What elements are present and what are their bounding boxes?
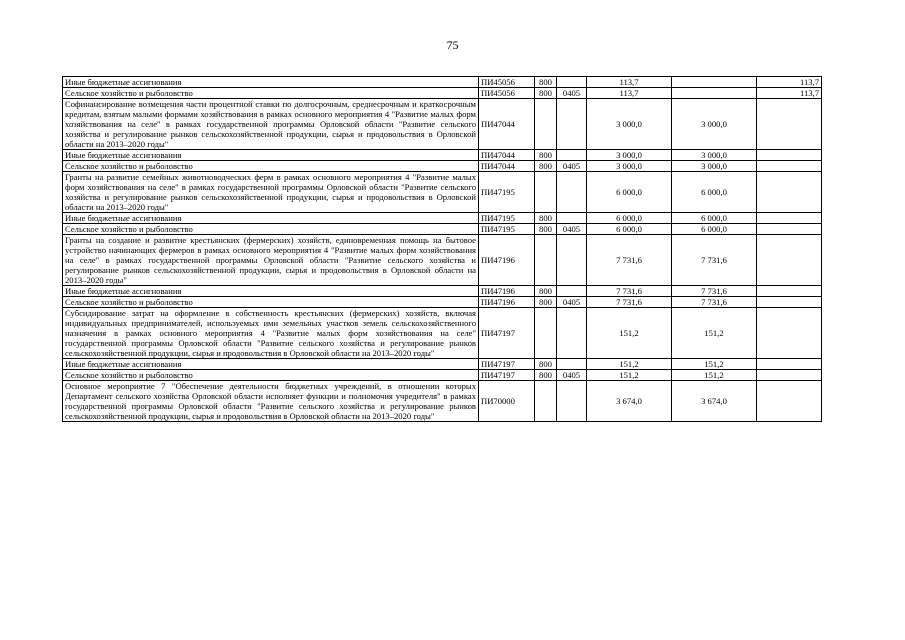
row-name-cell: Софинансирование возмещения части процентной ставки по долгосрочным, среднесрочным и краткосрочным кредитам, взятым малыми формами хозяйствования в рамках основного мероприятия 4 "Развитие малых форм хозяйствования на селе" в рамках государственной программы Орловской области "Развитие сельского хозяйства и регулирование рынков сельскохозяйственной продукции, сырья и продовольствия в Орловской области на 2013–2020 годы" (63, 99, 479, 150)
table-row (63, 370, 822, 381)
amount-3-cell (757, 150, 822, 161)
amount-2-cell: 7 731,6 (672, 297, 757, 308)
amount-1-cell: 6 000,0 (587, 172, 672, 213)
table-row (63, 308, 822, 359)
section-cell (557, 77, 587, 88)
amount-3-cell (757, 99, 822, 150)
section-cell: 0405 (557, 224, 587, 235)
target-code-cell: ПИ47197 (479, 308, 535, 359)
target-code-cell: ПИ47197 (479, 359, 535, 370)
amount-2-cell: 6 000,0 (672, 224, 757, 235)
row-name-cell: Субсидирование затрат на оформление в собственность крестьянских (фермерских) хозяйств, включая индивидуальных предпринимателей, используемых ими земельных участков земель сельскохозяйственного назначения в рамках основного мероприятия 4 "Развитие малых форм хозяйствования на селе" государственной программы Орловской области "Развитие сельского хозяйства и регулирование рынков сельскохозяйственной продукции, сырья и продовольствия в Орловской области на 2013–2020 годы" (63, 308, 479, 359)
target-code-cell: ПИ47044 (479, 161, 535, 172)
amount-1-cell: 113,7 (587, 88, 672, 99)
expense-type-cell (535, 235, 557, 286)
section-cell (557, 308, 587, 359)
amount-3-cell (757, 359, 822, 370)
table-row (63, 297, 822, 308)
table-row (63, 235, 822, 286)
amount-3-cell: 113,7 (757, 88, 822, 99)
amount-2-cell: 7 731,6 (672, 286, 757, 297)
section-cell: 0405 (557, 370, 587, 381)
table-row (63, 99, 822, 150)
expense-type-cell: 800 (535, 77, 557, 88)
amount-1-cell: 3 000,0 (587, 150, 672, 161)
amount-1-cell: 151,2 (587, 359, 672, 370)
amount-1-cell: 151,2 (587, 370, 672, 381)
amount-2-cell: 151,2 (672, 359, 757, 370)
amount-2-cell: 6 000,0 (672, 172, 757, 213)
amount-3-cell (757, 224, 822, 235)
target-code-cell: ПИ47196 (479, 235, 535, 286)
budget-table (62, 76, 822, 422)
row-name-cell: Гранты на развитие семейных животноводческих ферм в рамках основного мероприятия 4 "Развитие малых форм хозяйствования на селе" в рамках государственной программы Орловской области "Развитие сельского хозяйства и регулирование рынков сельскохозяйственной продукции, сырья и продовольствия в Орловской области на 2013–2020 годы" (63, 172, 479, 213)
target-code-cell: ПИ47044 (479, 99, 535, 150)
row-name-cell: Сельское хозяйство и рыболовство (63, 297, 479, 308)
row-name-cell: Иные бюджетные ассигнования (63, 213, 479, 224)
amount-1-cell: 151,2 (587, 308, 672, 359)
amount-2-cell: 151,2 (672, 308, 757, 359)
target-code-cell: ПИ47196 (479, 297, 535, 308)
expense-type-cell: 800 (535, 224, 557, 235)
section-cell (557, 286, 587, 297)
row-name-cell: Гранты на создание и развитие крестьянских (фермерских) хозяйств, единовременная помощь на бытовое устройство начинающих фермеров в рамках основного мероприятия 4 "Развитие малых форм хозяйствования на селе" в рамках государственной программы Орловской области "Развитие сельского хозяйства и регулирование рынков сельскохозяйственной продукции, сырья и продовольствия в Орловской области на 2013–2020 годы" (63, 235, 479, 286)
section-cell: 0405 (557, 297, 587, 308)
table-row (63, 224, 822, 235)
row-name-cell: Сельское хозяйство и рыболовство (63, 88, 479, 99)
row-name-cell: Иные бюджетные ассигнования (63, 77, 479, 88)
expense-type-cell (535, 381, 557, 422)
row-name-cell: Сельское хозяйство и рыболовство (63, 370, 479, 381)
target-code-cell: ПИ47195 (479, 213, 535, 224)
amount-3-cell (757, 235, 822, 286)
row-name-cell: Основное мероприятие 7 "Обеспечение деятельности бюджетных учреждений, в отношении которых Департамент сельского хозяйства Орловской области исполняет функции и полномочия учредителя" в рамках государственной программы Орловской области "Развитие сельского хозяйства и регулирование рынков сельскохозяйственной продукции, сырья и продовольствия в Орловской области на 2013–2020 годы" (63, 381, 479, 422)
amount-3-cell (757, 286, 822, 297)
amount-3-cell (757, 370, 822, 381)
target-code-cell: ПИ70000 (479, 381, 535, 422)
amount-1-cell: 3 000,0 (587, 99, 672, 150)
section-cell (557, 172, 587, 213)
target-code-cell: ПИ47044 (479, 150, 535, 161)
table-row (63, 213, 822, 224)
amount-1-cell: 7 731,6 (587, 297, 672, 308)
amount-2-cell: 3 000,0 (672, 99, 757, 150)
section-cell (557, 150, 587, 161)
table-row (63, 161, 822, 172)
table-row (63, 172, 822, 213)
target-code-cell: ПИ47197 (479, 370, 535, 381)
table-row (63, 381, 822, 422)
section-cell: 0405 (557, 88, 587, 99)
expense-type-cell: 800 (535, 161, 557, 172)
amount-1-cell: 113,7 (587, 77, 672, 88)
amount-3-cell (757, 297, 822, 308)
row-name-cell: Иные бюджетные ассигнования (63, 286, 479, 297)
amount-1-cell: 6 000,0 (587, 224, 672, 235)
row-name-cell: Сельское хозяйство и рыболовство (63, 161, 479, 172)
expense-type-cell: 800 (535, 370, 557, 381)
section-cell: 0405 (557, 161, 587, 172)
amount-1-cell: 6 000,0 (587, 213, 672, 224)
section-cell (557, 359, 587, 370)
table-row (63, 150, 822, 161)
expense-type-cell: 800 (535, 150, 557, 161)
expense-type-cell: 800 (535, 359, 557, 370)
expense-type-cell (535, 308, 557, 359)
section-cell (557, 99, 587, 150)
expense-type-cell: 800 (535, 213, 557, 224)
amount-2-cell (672, 77, 757, 88)
amount-3-cell (757, 172, 822, 213)
table-row (63, 286, 822, 297)
section-cell (557, 213, 587, 224)
amount-1-cell: 7 731,6 (587, 235, 672, 286)
target-code-cell: ПИ47196 (479, 286, 535, 297)
table-row (63, 88, 822, 99)
amount-2-cell: 3 000,0 (672, 161, 757, 172)
amount-2-cell: 7 731,6 (672, 235, 757, 286)
amount-3-cell (757, 161, 822, 172)
table-row (63, 359, 822, 370)
section-cell (557, 235, 587, 286)
amount-2-cell: 151,2 (672, 370, 757, 381)
amount-3-cell (757, 308, 822, 359)
expense-type-cell (535, 172, 557, 213)
expense-type-cell: 800 (535, 286, 557, 297)
amount-3-cell (757, 381, 822, 422)
section-cell (557, 381, 587, 422)
target-code-cell: ПИ47195 (479, 224, 535, 235)
row-name-cell: Иные бюджетные ассигнования (63, 359, 479, 370)
amount-1-cell: 3 000,0 (587, 161, 672, 172)
row-name-cell: Сельское хозяйство и рыболовство (63, 224, 479, 235)
amount-1-cell: 7 731,6 (587, 286, 672, 297)
amount-2-cell (672, 88, 757, 99)
target-code-cell: ПИ45056 (479, 77, 535, 88)
amount-2-cell: 3 674,0 (672, 381, 757, 422)
amount-1-cell: 3 674,0 (587, 381, 672, 422)
amount-2-cell: 3 000,0 (672, 150, 757, 161)
amount-3-cell: 113,7 (757, 77, 822, 88)
amount-2-cell: 6 000,0 (672, 213, 757, 224)
table-row (63, 77, 822, 88)
expense-type-cell: 800 (535, 88, 557, 99)
target-code-cell: ПИ45056 (479, 88, 535, 99)
expense-type-cell (535, 99, 557, 150)
row-name-cell: Иные бюджетные ассигнования (63, 150, 479, 161)
expense-type-cell: 800 (535, 297, 557, 308)
target-code-cell: ПИ47195 (479, 172, 535, 213)
page-number: 75 (446, 38, 459, 52)
amount-3-cell (757, 213, 822, 224)
